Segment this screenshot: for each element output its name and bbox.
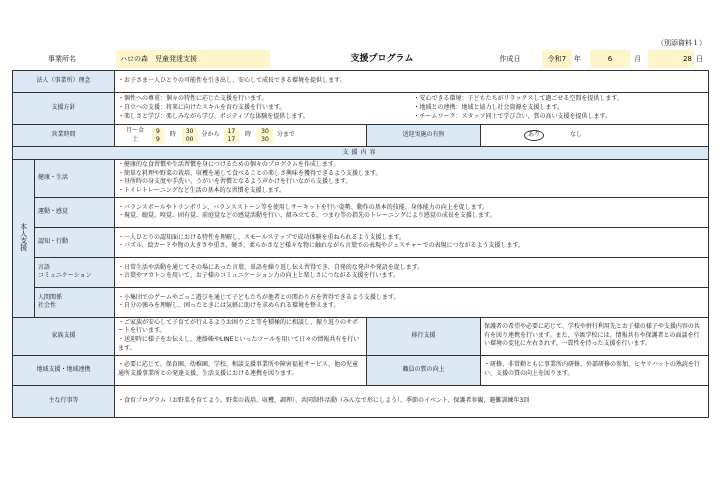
area-content (115, 257, 709, 287)
area-line: ・小集団でのゲームやごっこ遊びを通じて子どもたちが他者との関わり方を習得できるよう支援します。 (118, 293, 400, 301)
policy-item: ・地域との連携：地域と協力し社会資源を支援します。 (413, 104, 564, 112)
area-label: 認知・行動 (35, 227, 115, 257)
honnin-text: 本人支援 (19, 222, 28, 251)
policy-row (13, 93, 709, 125)
staff-label: 職員の質の向上 (367, 355, 481, 385)
area-label: 言語 コミュニケーション (35, 257, 115, 287)
transition-text: 保護者の希望や必要に応じて、学校や併行利用先とお子様の様子や支援内容の共有を図り連携を行います。また、卒級学校には、情報共有や保護者との面談を行い環境の変化に左右されず、一貫性を持った支援を行います。 (481, 317, 709, 355)
hours-start-h: 9 9 (152, 128, 164, 142)
policy-label: 支援方針 (13, 93, 115, 125)
transition-label: 移行支援 (367, 317, 481, 355)
area-line: ・トイレトレーニングなど生活の基本的な習慣を支援します。 (118, 187, 286, 195)
area-row (13, 227, 709, 257)
area-line: ・バランスボールやトランポリン、バランスストーン等を使用しサーキットを行い姿勢、動作の基本的技能、身体能力の向上を促します。 (118, 203, 489, 211)
honnin-label (13, 160, 35, 318)
area-line: ・視覚、聴覚、嗅覚、固有覚、前庭覚などの感覚活動を行い、組み立てる、つまむ等の指先のトレーニングにより感覚の成長を支援します。 (118, 212, 496, 220)
area-row (13, 160, 709, 198)
events-label: 主な行事等 (13, 385, 115, 417)
facility-label: 事業所名 (48, 55, 76, 63)
doc-title: 支援プログラム (350, 54, 414, 64)
area-content (115, 287, 709, 317)
month-unit: 月 (634, 55, 641, 63)
community-label: 地域支援・地域連携 (13, 355, 115, 385)
events-text: ・食育プログラム（お野菜を育てよう。野菜の栽培、収穫、調理）、共同制作活動（みんなで形にしよう）、季節のイベント、保護者参観、避難訓練年3回 (115, 385, 709, 417)
area-line: ・健康的な食習慣や生活習慣を身につけるための個々のプログラムを作成します。 (118, 161, 340, 168)
policy-item: ・楽しさと学び：楽しみながら学び、ポジティブな体験を提供します。 (118, 112, 309, 120)
philosophy-row (13, 71, 709, 93)
policy-right (414, 95, 706, 121)
hours-end-m: 30 30 (257, 128, 273, 142)
area-label: 運動・感覚 (35, 197, 115, 227)
hours-h-unit: 時 (169, 131, 176, 139)
philosophy-label: 法人（事業所）理念 (13, 71, 115, 93)
policy-item: ・チームワーク：スタッフ同士で学び合い、質の高い支援を提供します。 (413, 112, 612, 120)
hours-label: 営業時間 (13, 125, 115, 147)
area-row (13, 287, 709, 317)
community-text: ・必要に応じて、保育園、幼稚園、学校、相談支援事業所や障害福祉サービス、他の児童通所支援事業所との発達支援、生活支援における連携を図ります。 (115, 355, 367, 385)
area-label: 人間関係 社会性 (35, 287, 115, 317)
area-content (115, 197, 709, 227)
support-program-table (12, 70, 709, 418)
hours-end-h: 17 17 (224, 128, 240, 142)
hours-start-m: 30 00 (182, 128, 198, 142)
transport-no: なし (569, 131, 582, 139)
created-day: 28 (648, 50, 694, 68)
support-header: 支援内容 (13, 147, 709, 160)
hours-days: 月～金 土 (126, 126, 145, 143)
area-line: ・言葉やマカトンを用いて、お子様のコミュニケーション力の向上と楽しさにつながる支援を行います。 (118, 272, 399, 280)
policy-item: ・安心できる環境：子どもたちがリラックスして過ごせる空間を提供します。 (413, 95, 623, 103)
hours-row (13, 125, 709, 147)
attachment-note: （別添資料１） (657, 39, 706, 47)
area-line: ・昼所時の身支度や手洗い、うがいを習慣となるよう声かけを行いながら支援します。 (118, 178, 352, 186)
area-line: ・簡単な料理や野菜の栽培、収穫を通して食べることの楽しさ興味を獲得できるよう支援します。 (118, 169, 382, 177)
created-era: 令和 (547, 55, 562, 63)
support-header-row (13, 147, 709, 160)
community-row (13, 355, 709, 385)
policy-item: ・個性への尊重：個々の特性に応じた支援を行います。 (118, 95, 268, 103)
year-unit: 年 (574, 55, 581, 63)
area-line: ・日常生活や活動を通じてその場にあった言葉、単語を繰り返し伝え習得でき、自発的な発声や発語を促します。 (118, 263, 424, 271)
area-label: 健康・生活 (35, 160, 115, 198)
area-content (115, 160, 709, 198)
header-row (12, 50, 708, 68)
family-label: 家族支援 (13, 317, 115, 355)
created-era-year (542, 50, 572, 68)
hours-made: 分まで (276, 131, 295, 139)
hours-cell (115, 125, 367, 147)
family-row (13, 317, 709, 355)
day-unit: 日 (696, 55, 703, 63)
policy-left (118, 95, 410, 121)
area-line: ・自分の強みを理解し、困ったときには気軽に助けを求められる環境を整えます。 (118, 302, 340, 310)
philosophy-text: ・お子さま一人ひとりの可能性を引き出し、安心して成長できる環境を提供します。 (115, 71, 709, 93)
area-content (115, 227, 709, 257)
hours-h-unit-2: 時 (245, 131, 252, 139)
area-row (13, 197, 709, 227)
area-line: ・一人ひとりの認知面における特性を理解し、スモールステップで成功体験を重ねられるよう支援します。 (118, 233, 406, 241)
created-month: 6 (590, 50, 630, 68)
hours-kara: 分から (201, 131, 220, 139)
facility-name: ハロの森 児童発達支援 (116, 50, 270, 68)
area-line: ・パズル、絵カードや物の大きさや重さ、硬さ、柔らかさなど様々な物に触れながら言葉での表現やジェスチャーでの表現につながるよう支援します。 (118, 242, 525, 250)
family-text: ・ご家族が安心して子育てが行えるようお困りごと等を積極的に相談し、振り返りのサポートを行います。 ・送迎時に様子をお伝えし、連絡帳やLINEといったツールを用いて日々の情報共有を行います。 (115, 317, 367, 355)
created-label: 作成日 (499, 55, 521, 63)
staff-text: ・研修、非常勤ともに事業所内研修、外部研修の参加、ヒヤリハットの熟読を行い、支援の質の向上を図ります。 (481, 355, 709, 385)
policy-item: ・自立への支援：将来に向けたスキルを育む支援を行います。 (118, 104, 286, 112)
transport-label: 送迎実施の有無 (367, 125, 481, 147)
transport-yes: あり (524, 130, 544, 141)
created-year: 7 (561, 55, 567, 63)
policy-cell (115, 93, 709, 125)
events-row (13, 385, 709, 417)
transport-cell (481, 125, 709, 147)
area-row (13, 257, 709, 287)
